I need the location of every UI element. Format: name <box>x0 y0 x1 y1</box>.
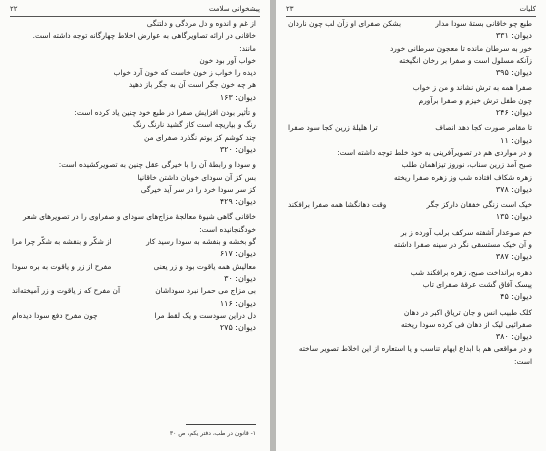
verse-line: چند کوشم کز بوتم نگذرد صفرای من <box>143 132 256 142</box>
hemistich-right: معالیش همه یاقوت بود و زر یعنی <box>153 261 256 271</box>
source-reference: دیوان: ۱۱ <box>500 135 532 145</box>
source-reference: دیوان: ۳۹۵ <box>495 68 532 78</box>
verse-line: کلک طبیب انس و جان تریاق اکبر در دهان <box>403 307 532 317</box>
verse-couplet <box>288 122 532 134</box>
verse-line: دهره برانداخت صبح، زهره برافکند شب <box>410 267 532 277</box>
verse-line: دیده را خواب ز خون خاست که خون آرد خواب <box>113 68 256 78</box>
page-header <box>286 4 536 17</box>
verse-line: صبح آمد زرین سناب، نوروز تیزاهمان طلب <box>401 160 532 170</box>
hemistich-left: ترا هلیلهٔ زرین کجا سود صفرا <box>288 123 378 133</box>
verse-line: زآنکه مسلول است و صفرا بر رخان انگیخته <box>399 55 532 65</box>
hemistich-left: وقت دهانگشا همه صفرا برافکند <box>288 200 387 210</box>
source-reference: دیوان: ۲۷۵ <box>219 323 256 333</box>
verse-line: زهره شکاف افتاده شب وز زهره صفرا ریخته <box>393 172 532 182</box>
hemistich-left: آن مفرح که ز یاقوت و زر آمیخته‌اند <box>12 286 121 296</box>
verse-line: چون طفل ترش خیزم و صفرا برآورم <box>418 95 532 105</box>
text-line: خودگنجانیده است: <box>199 224 256 234</box>
source-reference: دیوان: ۱۱۶ <box>219 298 256 308</box>
page-content <box>12 18 256 334</box>
text-line: مانند: <box>239 43 256 53</box>
hemistich-left: چون مفرح دفع سودا دیده‌ام <box>12 310 98 320</box>
verse-line: صفرائیی لیک از دهان فی کرده سودا ریخته <box>400 319 532 329</box>
running-title: کلیات <box>519 5 536 13</box>
hemistich-right: تا مقامر صورت کجا دهد انصاف <box>435 123 532 133</box>
verse-line: رنگ و بیاریچه است کاز گشید نارنگ رنگ <box>132 120 256 130</box>
source-reference: دیوان: ۲۴۶ <box>495 108 532 118</box>
hemistich-left: مفرح از زر و یاقوت به بره سودا <box>12 261 112 271</box>
source-reference: دیوان: ۳۰ <box>224 273 256 283</box>
running-title: پیشخوانی سلامت <box>208 5 260 13</box>
hemistich-right: بی مزاج می حمرا نبرد سوداشان <box>155 286 256 296</box>
page-number: ۲۳ <box>286 5 294 13</box>
hemistich-right: طبع چو خاقانی بستهٔ سودا مدار <box>435 19 532 28</box>
text-line: خاقانی گاهی شیوهٔ معالجهٔ مزاج‌های سودای و صفراوی را در تصویرهای شعر <box>22 212 256 222</box>
verse-couplet <box>12 236 256 248</box>
verse-line: خم صوعدار آشفته سرکف برلب آورده ز بر <box>400 227 532 237</box>
verse-line: صفرا همه به ترش نشاند و من ز خواب <box>412 83 532 93</box>
source-reference: دیوان: ۳۲۰ <box>219 144 256 154</box>
verse-line: هر چه خون جگر است آن به جگر باز دهید <box>128 80 256 90</box>
hemistich-left: از شکّر و بنفشه به شکّر چرا مرا <box>12 237 112 247</box>
page-content <box>288 18 532 368</box>
hemistich-right: خیک است زنگی خفقان دارکز جگر <box>426 200 532 210</box>
footnote-rule <box>186 424 256 425</box>
source-reference: دیوان: ۱۳۵ <box>495 212 532 222</box>
text-line: است: <box>514 356 532 366</box>
source-reference: دیوان: ۱۶۳ <box>219 92 256 102</box>
source-reference: دیوان: ۳۸۰ <box>495 332 532 342</box>
footnote: ۱- قانون در طب، دفتر یکم، ص ۳۰ <box>169 430 256 437</box>
hemistich-right: دل دراین سودست و یک لقط مرا <box>154 310 256 320</box>
source-reference: دیوان: ۳۳۱ <box>495 31 532 41</box>
source-reference: دیوان: ۴۵ <box>500 292 532 302</box>
source-reference: دیوان: ۳۷۸ <box>495 184 532 194</box>
verse-line: بس کز آن سودای خوبان داشتن خاقانیا <box>137 172 256 182</box>
verse-line: پیسک آفاق گشت عرقهٔ صفرای تاب <box>422 279 532 289</box>
text-line: و سودا و رابطهٔ آن را با خیرگی عقل چنین به تصویرکشیده است: <box>58 160 256 170</box>
page-number: ۲۲ <box>10 5 18 13</box>
source-reference: دیوان: ۳۸۷ <box>495 252 532 262</box>
page-header <box>10 4 260 17</box>
verse-line: کز سر سودا خرد را در سر آید خیرگی <box>140 184 256 194</box>
text-line: و در مواردی هم در تصویرآفرینی به خود خلط توجه داشته است: <box>337 147 532 157</box>
text-line: و در مواقعی هم با ابداع ایهام تناسب و یا استعاره از این اخلاط تصویر ساخته <box>298 344 532 354</box>
verse-couplet <box>12 285 256 297</box>
right-page <box>276 0 546 451</box>
verse-couplet <box>12 310 256 322</box>
text-line: از غم و اندوه و دل مردگی و دلتنگی <box>146 19 256 28</box>
verse-couplet <box>288 18 532 30</box>
hemistich-left: بشکن صفرای او زآن لب چون ناردان <box>288 19 402 28</box>
verse-line: خواب آور بود خون <box>199 55 256 65</box>
verse-couplet <box>288 199 532 211</box>
text-line: و تأثیر بودن افزایش صفرا در طبع خود چنین یاد کرده است: <box>74 108 256 118</box>
verse-line: و آن خیک مستسقی نگر در سینه صفرا داشته <box>393 240 532 250</box>
hemistich-right: گو بخشه و بنفشه به سودا رسید کار <box>146 237 256 247</box>
verse-couplet <box>12 261 256 273</box>
source-reference: دیوان: ۴۲۹ <box>219 197 256 207</box>
source-reference: دیوان: ۶۱۷ <box>219 249 256 259</box>
verse-line: خور به سرطان مانده تا معجون سرطانی خورد <box>390 43 532 53</box>
left-page <box>0 0 270 451</box>
text-line: خاقانی در ارائه تصاویرگاهی به عوارض اخلاط چهارگانه توجه داشته است. <box>32 31 256 41</box>
